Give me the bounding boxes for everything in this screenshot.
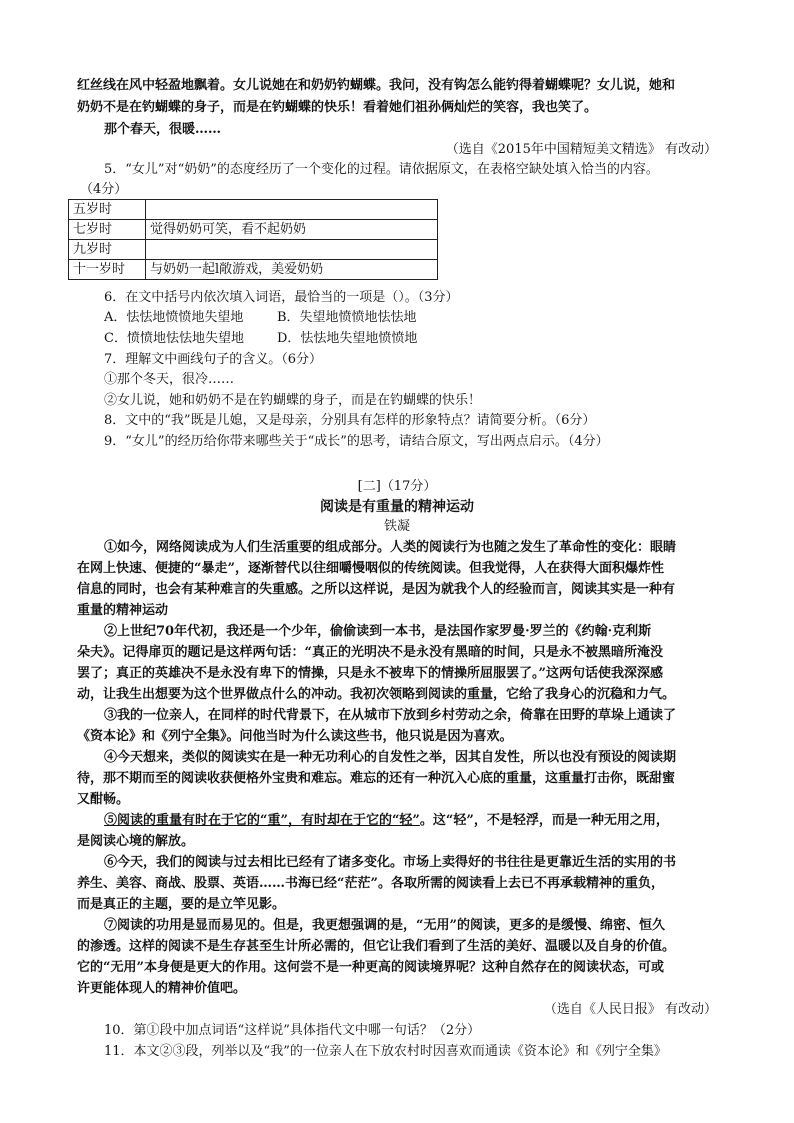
option-c: C．愤愤地怯怯地失望地 bbox=[104, 331, 244, 346]
article-author: 铁凝 bbox=[383, 519, 410, 534]
option-d: D．怯怯地失望地愤愤地 bbox=[277, 331, 418, 346]
paragraph-line: 是阅读心境的解放。 bbox=[77, 834, 195, 849]
story-line: 红丝线在风中轻盈地飘着。女儿说她在和奶奶钓蝴蝶。我问，没有钩怎么能钓得着蝴蝶呢？女儿说，她和 bbox=[77, 78, 676, 93]
section-heading: [二]（17分） bbox=[357, 479, 437, 494]
question-7-item-2: ②女儿说，她和奶奶不是在钓蝴蝶的身子，而是在钓蝴蝶的快乐！ bbox=[104, 393, 482, 408]
paragraph-line: 重量的精神运动 bbox=[77, 603, 169, 618]
story-line: 那个春天，很暖…… bbox=[104, 122, 222, 137]
paragraph-line: ①如今，网络阅读成为人们生活重要的组成部分。人类的阅读行为也随之发生了革命性的变化：眼睛 bbox=[104, 540, 677, 555]
paragraph-line: ④今天想来，类似的阅读实在是一种无功利心的自发性之举，因其自发性，所以也没有预设的阅读期 bbox=[104, 750, 677, 765]
paragraph-line: 而是真正的主题，要的是立竿见影。 bbox=[77, 897, 286, 912]
paragraph-line: 的渗透。这样的阅读不是生存甚至生计所必需的，但它让我们看到了生活的美好、温暖以及自身的价值。 bbox=[77, 939, 676, 954]
option-b: B．失望地愤愤地怯怯地 bbox=[277, 310, 417, 325]
attitude-cell bbox=[146, 200, 438, 220]
table-row bbox=[69, 220, 438, 240]
question-9: 9．“女儿”的经历给你带来哪些关于“成长”的思考，请结合原文，写出两点启示。（4分） bbox=[104, 434, 609, 449]
paragraph-line: ⑥今天，我们的阅读与过去相比已经有了诸多变化。市场上卖得好的书往往是更靠近生活的实用的书 bbox=[104, 855, 677, 870]
underlined-sentence: ⑤阅读的重量有时在于它的“重”，有时却在于它的“轻” bbox=[104, 813, 420, 828]
attitude-cell: 与奶奶一起l敞游戏，美爱奶奶 bbox=[146, 260, 438, 280]
paragraph-line: ②上世纪70年代初，我还是一个少年，偷偷读到一本书，是法国作家罗曼·罗兰的《约翰·克利斯 bbox=[104, 624, 652, 639]
paragraph-line: 朵夫》。记得扉页的题记是这样两句话：“真正的光明决不是永没有黑暗的时间，只是永不被黑暗所淹没 bbox=[77, 645, 663, 660]
paragraph-line: ③我的一位亲人，在同样的时代背景下，在从城市下放到乡村劳动之余，倚靠在田野的草垛上通读了 bbox=[104, 708, 677, 723]
question-7-item-1: ①那个冬天，很冷…… bbox=[104, 372, 235, 387]
paragraph-line: 又酣畅。 bbox=[77, 792, 130, 807]
paragraph-line: 《资本论》和《列宁全集》。问他当时为什么读这些书，他只说是因为喜欢。 bbox=[77, 729, 513, 744]
table-row bbox=[69, 200, 438, 220]
age-cell: 七岁时 bbox=[69, 220, 146, 240]
age-cell: 五岁时 bbox=[69, 200, 146, 220]
attitude-cell: 觉得奶奶可笑，看不起奶奶 bbox=[146, 220, 438, 240]
paragraph-line: ⑦阅读的功用是显而易见的。但是，我更想强调的是，“无用”的阅读，更多的是缓慢、绵密、恒久 bbox=[104, 918, 665, 933]
paragraph-line: 许更能体现人的精神价值吧。 bbox=[77, 981, 247, 996]
table-row bbox=[69, 260, 438, 280]
question-10: 10．第①段中加点词语“这样说”具体指代文中哪一句话？（2分） bbox=[104, 1023, 481, 1038]
question-7: 7．理解文中画线句子的含义。（6分） bbox=[104, 352, 323, 367]
age-cell: 十一岁时 bbox=[69, 260, 146, 280]
story-source: （选自《2015年中国精短美文精选》 有改动） bbox=[445, 142, 717, 157]
answer-table bbox=[68, 199, 438, 280]
paragraph-line: 在网上快速、便捷的“暴走”，逐渐替代以往细嚼慢咽似的传统阅读。但我觉得，人在获得大面积爆炸性 bbox=[77, 561, 664, 576]
table-row bbox=[69, 240, 438, 260]
age-cell: 九岁时 bbox=[69, 240, 146, 260]
article-title: 阅读是有重量的精神运动 bbox=[320, 499, 474, 515]
paragraph-line: 待，那不期而至的阅读收获便格外宝贵和难忘。难忘的还有一种沉入心底的重量，这重量打击你，既甜蜜 bbox=[77, 771, 676, 786]
paragraph-line: 罢了；真正的英雄决不是永没有卑下的情操，只是永不被卑下的情操所屈服罢了。”这两句话使我深深感 bbox=[77, 666, 663, 681]
paragraph-line: 动，让我生出想要为这个世界做点什么的冲动。我初次领略到阅读的重量，它给了我身心的沉稳和力气。 bbox=[77, 687, 676, 702]
attitude-cell bbox=[146, 240, 438, 260]
question-6: 6．在文中括号内依次填入词语，最恰当的一项是（）。（3分） bbox=[104, 290, 459, 305]
paragraph-line: 它的“无用”本身便是更大的作用。这何尝不是一种更高的阅读境界呢？这种自然存在的阅读状态，可或 bbox=[77, 960, 664, 975]
paragraph-text: 。这“轻”，不是轻浮，而是一种无用之用， bbox=[419, 813, 669, 828]
question-5-points: （4分） bbox=[80, 182, 128, 197]
option-a: A．怯怯地愤愤地失望地 bbox=[104, 310, 244, 325]
article-source: （选自《人民日报》 有改动） bbox=[543, 1002, 717, 1017]
question-11: 11．本文②③段，列举以及“我”的一位亲人在下放农村时因喜欢而通读《资本论》和《列宁全集》 bbox=[104, 1044, 667, 1059]
paragraph-line: 信息的同时，也会有某种难言的失重感。之所以这样说，是因为就我个人的经验而言，阅读其实是一种有 bbox=[77, 582, 676, 597]
question-5: 5．“女儿”对“奶奶”的态度经历了一个变化的过程。请依据原文，在表格空缺处填入恰当的内容。 bbox=[104, 162, 659, 177]
story-line: 奶奶不是在钓蝴蝶的身子，而是在钓蝴蝶的快乐！看着她们祖孙俩灿烂的笑容，我也笑了。 bbox=[77, 100, 598, 115]
paragraph-line bbox=[104, 811, 717, 831]
paragraph-line: 养生、美容、商战、股票、英语……书海已经“茫茫”。各取所需的阅读看上去已不再承载精神的重负， bbox=[77, 876, 664, 891]
question-8: 8．文中的“我”既是儿媳，又是母亲，分别具有怎样的形象特点？请简要分析。（6分） bbox=[104, 413, 596, 428]
